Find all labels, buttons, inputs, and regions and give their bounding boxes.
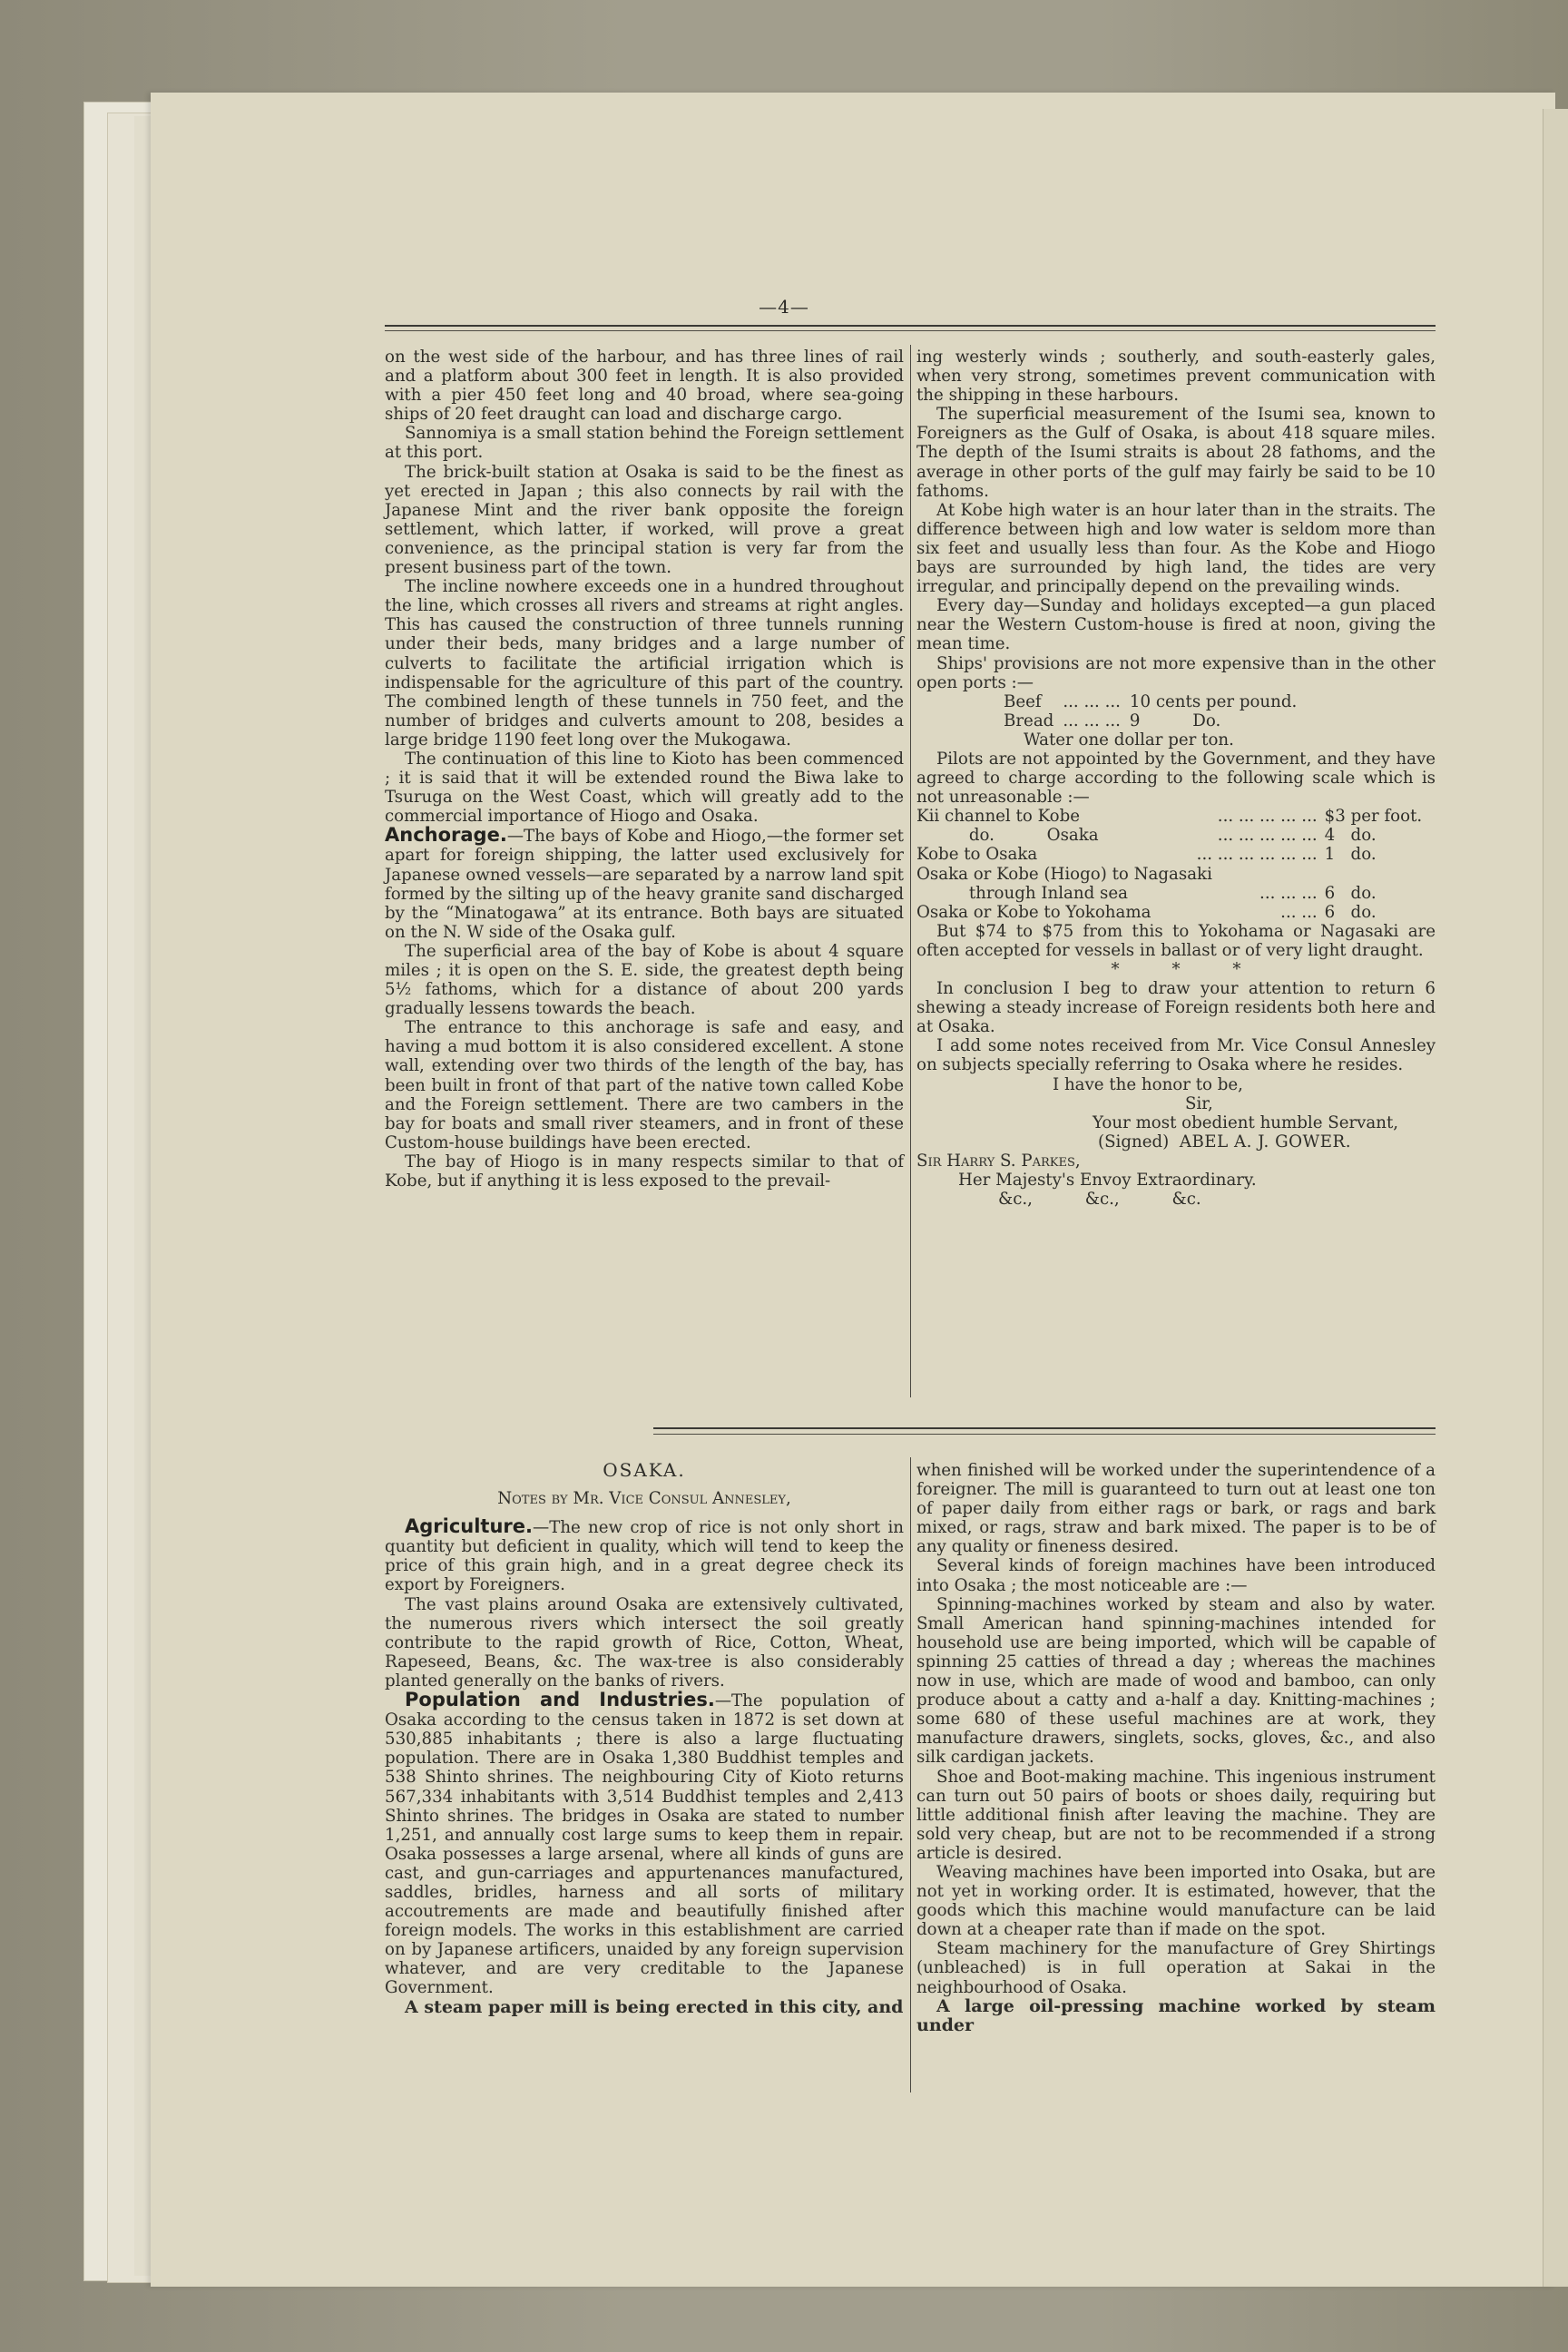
paragraph: I add some notes received from Mr. Vice Consul Annesley on subjects specially referring to Osaka where he resides. <box>916 1036 1436 1075</box>
closing-line: Your most obedient humble Servant, <box>1093 1112 1399 1132</box>
table-cell: 6 do. <box>1324 883 1377 903</box>
table-row <box>916 865 1436 884</box>
paragraph: At Kobe high water is an hour later than in the straits. The difference between high and low water is seldom more than six feet and usually less than four. As the Kobe and Hiogo bays are surrounded by high land, the tides are very irregular, and principally depend on the prevailing winds. <box>916 500 1436 597</box>
table-cell: ... ... ... <box>1063 691 1121 711</box>
paragraph: The superficial measurement of the Isumi sea, known to Foreigners as the Gulf of Osaka, is about 418 square miles. The depth of the Isumi straits is about 28 fathoms, and the average in other ports of the gulf may fairly be said to be 10 fathoms. <box>916 405 1436 501</box>
table-row <box>1004 692 1297 711</box>
agriculture-paragraph <box>385 1517 904 1594</box>
addressee: Sir Harry S. Parkes, <box>916 1151 1081 1171</box>
bottom-right-column <box>916 1461 1436 2035</box>
table-cell: Osaka or Kobe (Hiogo) to Nagasaki <box>916 864 1212 884</box>
table-cell: 9 Do. <box>1129 710 1221 730</box>
paragraph: Ships' provisions are not more expensive than in the other open ports :— <box>916 653 1436 692</box>
table-row <box>916 826 1436 845</box>
header-rule <box>385 330 1436 331</box>
section-rule <box>653 1427 1436 1429</box>
paragraph: Every day—Sunday and holidays excepted—a gun placed near the Western Custom-house is fired at noon, giving the mean time. <box>916 596 1436 654</box>
section-title: OSAKA. <box>603 1459 686 1481</box>
table-cell: Kobe to Osaka <box>916 845 1038 865</box>
column-divider <box>910 1457 911 2092</box>
signature-line <box>1098 1132 1436 1152</box>
paragraph: Sannomiya is a small station behind the Foreign settlement at this port. <box>385 424 904 463</box>
table-row <box>916 845 1436 864</box>
paragraph: Weaving machines have been imported into Osaka, but are not yet in working order. It is estimated, however, that the goods which this machine would manufacture can be laid down at a cheaper rate than if made on the spot. <box>916 1862 1436 1940</box>
paragraph: But $74 to $75 from this to Yokohama or Nagasaki are often accepted for vessels in ballast or of very light draught. <box>916 921 1436 960</box>
bottom-left-column <box>385 1461 904 2017</box>
paragraph-text: —The new crop of rice is not only short in quantity but deficient in quality, which will tend to keep the price of this grain high, and in a great degree check its export by Foreigners. <box>385 1518 904 1595</box>
section-subtitle: Notes by Mr. Vice Consul Annesley, <box>497 1489 791 1509</box>
water-line: Water one dollar per ton. <box>1024 730 1234 750</box>
table-cell: Beef <box>1004 691 1042 711</box>
paragraph: when finished will be worked under the superintendence of a foreigner. The mill is guaranteed to turn out at least one ton of paper daily from either rags or bark, or rags and bark mixed, or rags, straw and bark mixed. The paper is to be of any quality or fineness desired. <box>916 1461 1436 1557</box>
addressee: Her Majesty's Envoy Extraordinary. <box>958 1171 1257 1191</box>
column-divider <box>910 345 911 1397</box>
paragraph: The entrance to this anchorage is safe and easy, and having a mud bottom it is also considered excellent. A stone wall, extending over two thirds of the length of the bay, has been built in front of that part of the native town called Kobe and the Foreign settlement. There are two cambers in the bay for boats and small river steamers, and in front of these Custom-house buildings have been erected. <box>385 1018 904 1152</box>
section-rule <box>653 1434 1436 1435</box>
table-cell: $3 per foot. <box>1324 807 1423 827</box>
table-row <box>916 807 1436 826</box>
pilot-rates-table <box>916 807 1436 922</box>
table-cell: ... ... ... ... ... <box>1217 826 1318 846</box>
paragraph: The brick-built station at Osaka is said to be the finest as yet erected in Japan ; this also connects by rail with the Japanese Mint and the river bank opposite the foreign settlement, which latter, if worked, will prove a great convenience, as the principal station is very far from the present business part of the town. <box>385 462 904 578</box>
addressee: &c., &c., &c. <box>998 1190 1201 1210</box>
paragraph: ing westerly winds ; southerly, and south-easterly gales, when very strong, sometimes prevent communication with the shipping in these harbours. <box>916 348 1436 406</box>
table-cell: through Inland sea <box>916 883 1128 903</box>
closing-line: I have the honor to be, <box>1053 1074 1243 1094</box>
table-cell: 10 cents per pound. <box>1129 691 1298 711</box>
section-break: * * * <box>1111 960 1241 979</box>
paragraph: In conclusion I beg to draw your attention to return 6 shewing a steady increase of Foreign residents both here and at Osaka. <box>916 979 1436 1037</box>
paragraph: A large oil-pressing machine worked by steam under <box>916 1995 1436 2035</box>
paragraph: Steam machinery for the manufacture of Grey Shirtings (unbleached) is in full operation at Sakai in the neighbourhood of Osaka. <box>916 1939 1436 1997</box>
header-rule <box>385 325 1436 327</box>
section-heading: Agriculture. <box>405 1515 534 1538</box>
top-left-column <box>385 348 904 1191</box>
paragraph-text: —The population of Osaka according to the census taken in 1872 is set down at 530,885 inhabitants ; there is also a large fluctuating population. There are in Osaka 1,380 Buddhist temples and 538 Shinto shrines. The neighbouring City of Kioto returns 567,334 inhabitants with 3,514 Buddhist temples and 2,413 Shinto shrines. The bridges in Osaka are stated to number 1,251, and annually cost large sums to keep them in repair. Osaka possesses a large arsenal, where all kinds of guns are cast, and gun-carriages and appurtenances manufactured, saddles, bridles, harness and all sorts of military accoutrements are made and beautifully finished after foreign models. The works in this establishment are carried on by Japanese artificers, unaided by any foreign supervision whatever, and are very creditable to the Japanese Government. <box>385 1691 904 1998</box>
table-cell: ... ... ... ... ... ... <box>1196 845 1318 865</box>
paragraph: Several kinds of foreign machines have been introduced into Osaka ; the most noticeable are :— <box>916 1556 1436 1595</box>
table-cell: do. Osaka <box>916 826 1099 846</box>
signed-label: (Signed) <box>1098 1132 1170 1152</box>
table-cell: Bread <box>1004 710 1054 730</box>
table-cell: Kii channel to Kobe <box>916 807 1081 827</box>
table-cell: 1 do. <box>1324 845 1377 865</box>
table-cell: ... ... ... ... ... <box>1217 807 1318 827</box>
top-right-column <box>916 348 1436 1209</box>
anchorage-paragraph <box>385 826 904 942</box>
closing-line: Sir, <box>1185 1093 1213 1113</box>
table-cell: ... ... ... <box>1063 710 1121 730</box>
paragraph: Pilots are not appointed by the Government, and they have agreed to charge according to the following scale which is not unreasonable :— <box>916 749 1436 808</box>
paragraph: The vast plains around Osaka are extensively cultivated, the numerous rivers which intersect the soil greatly contribute to the rapid growth of Rice, Cotton, Wheat, Rapeseed, Beans, &c. The wax-tree is also considerably planted generally on the banks of rivers. <box>385 1594 904 1690</box>
paragraph: The superficial area of the bay of Kobe is about 4 square miles ; it is open on the S. E. side, the greatest depth being 5½ fathoms, which for a distance of about 200 yards gradually lessens towards the beach. <box>385 941 904 1019</box>
table-row <box>916 903 1436 922</box>
paragraph: A steam paper mill is being erected in this city, and <box>405 1996 904 2017</box>
table-cell: ... ... <box>1280 902 1318 922</box>
facing-page-edge <box>1543 109 1568 2287</box>
table-row <box>1004 711 1297 730</box>
section-heading: Population and Industries. <box>405 1689 715 1711</box>
table-cell: 4 do. <box>1324 826 1377 846</box>
paragraph: Spinning-machines worked by steam and also by water. Small American hand spinning-machines intended for household use are being imported, which will be capable of spinning 25 catties of thread a day ; whereas the machines now in use, which are made of wood and bamboo, can only produce about a catty and a-half a day. Knitting-machines ; some 680 of these useful machines are at work, they manufacture drawers, singlets, socks, gloves, &c., and also silk cardigan jackets. <box>916 1594 1436 1768</box>
paragraph: on the west side of the harbour, and has three lines of rail and a platform about 300 feet in length. It is also provided with a pier 450 feet long and 40 broad, where sea-going ships of 20 feet draught can load and discharge cargo. <box>385 348 904 425</box>
paragraph: The bay of Hiogo is in many respects similar to that of Kobe, but if anything it is less exposed to the prevail- <box>385 1152 904 1191</box>
table-cell: Osaka or Kobe to Yokohama <box>916 902 1152 922</box>
table-cell: ... ... ... <box>1259 883 1318 903</box>
paragraph: The incline nowhere exceeds one in a hundred throughout the line, which crosses all rivers and streams at right angles. This has caused the construction of three tunnels running under their beds, many bridges and a large number of culverts to facilitate the artificial irrigation which is indispensable for the agriculture of this part of the country. The combined length of these tunnels in 750 feet, and the number of bridges and culverts amount to 208, besides a large bridge 1190 feet long over the Mukogawa. <box>385 577 904 750</box>
section-heading: Anchorage. <box>385 824 507 847</box>
population-paragraph <box>385 1690 904 1998</box>
paragraph: The continuation of this line to Kioto has been commenced ; it is said that it will be extended round the Biwa lake to Tsuruga on the West Coast, which will greatly add to the commercial importance of Hiogo and Osaka. <box>385 749 904 827</box>
page-number: —4— <box>759 296 809 318</box>
table-row <box>916 884 1436 903</box>
paragraph-text: —The bays of Kobe and Hiogo,—the former set apart for foreign shipping, the latter used exclusively for Japanese owned vessels—are separated by a narrow land spit formed by the silting up of the heavy granite sand discharged by the “Minatogawa” at its entrance. Both bays are situated on the N. W side of the Osaka gulf. <box>385 827 904 942</box>
paragraph: Shoe and Boot-making machine. This ingenious instrument can turn out 50 pairs of boots or shoes daily, requiring but little additional finish after leaving the machine. They are sold very cheap, but are not to be recommended if a strong article is desired. <box>916 1767 1436 1863</box>
provisions-table <box>1004 692 1297 730</box>
signature: ABEL A. J. GOWER. <box>1179 1132 1351 1152</box>
table-cell: 6 do. <box>1324 902 1377 922</box>
